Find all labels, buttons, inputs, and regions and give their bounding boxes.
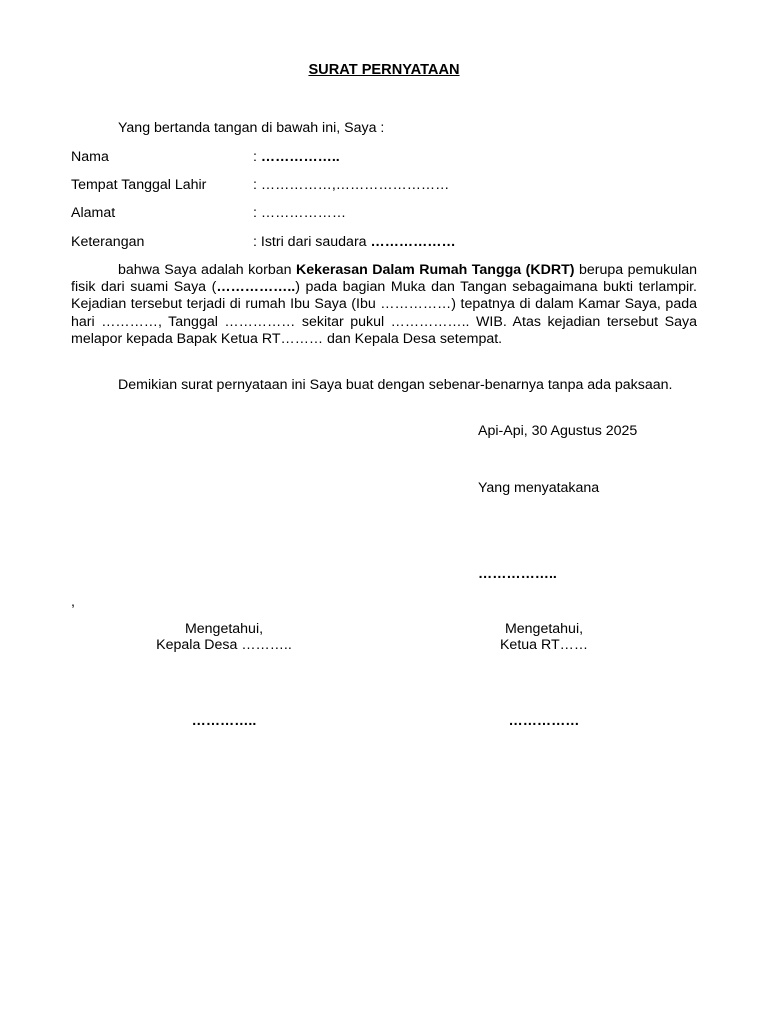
body-text-bold-kdrt: Kekerasan Dalam Rumah Tangga (KDRT) bbox=[295, 262, 575, 278]
field-label: Nama bbox=[71, 149, 109, 165]
field-colon: : bbox=[253, 177, 261, 193]
body-text: berupa pemukulan fisik dari suami Saya ( bbox=[71, 262, 697, 296]
document-title: SURAT PERNYATAAN bbox=[308, 62, 460, 78]
body-paragraph-statement bbox=[71, 262, 697, 348]
field-value-text: ……………… bbox=[260, 205, 347, 221]
stray-mark: , bbox=[71, 594, 75, 610]
body-text: bahwa Saya adalah korban bbox=[118, 262, 296, 278]
field-keterangan bbox=[71, 234, 711, 254]
field-tempat-tanggal-lahir bbox=[71, 177, 711, 197]
field-nama bbox=[71, 149, 711, 169]
witness-right-line2: Ketua RT…… bbox=[499, 637, 589, 653]
witness-right bbox=[444, 621, 644, 653]
field-value bbox=[253, 205, 346, 221]
witness-left-line2: Kepala Desa ……….. bbox=[156, 637, 292, 653]
signer-label: Yang menyatakana bbox=[478, 480, 600, 496]
field-value bbox=[253, 234, 456, 250]
place-date: Api-Api, 30 Agustus 2025 bbox=[478, 423, 638, 439]
witness-right-line1: Mengetahui, bbox=[504, 621, 584, 637]
intro-text: Yang bertanda tangan di bawah ini, Saya : bbox=[118, 120, 385, 136]
field-colon: : bbox=[253, 205, 261, 221]
body-paragraph-closing: Demikian surat pernyataan ini Saya buat dengan sebenar-benarnya tanpa ada paksaan. bbox=[118, 377, 673, 393]
witness-left bbox=[124, 621, 324, 653]
field-value-prefix: Istri dari saudara bbox=[260, 234, 371, 250]
body-text: ) pada bagian Muka dan Tangan sebagaimana bukti terlampir. Kejadian tersebut terjadi di rumah Ibu Saya (Ibu ……………) tepatnya di dalam Kamar Saya, pada hari …………, Tanggal …………… sekitar pukul …………….. WIB. Atas kejadian tersebut Saya melapor kepada Bapak Ketua RT……… dan Kepala Desa setempat. bbox=[71, 279, 697, 347]
witness-left-name: ………….. bbox=[191, 713, 257, 729]
signer-name: …………….. bbox=[478, 566, 557, 582]
field-value bbox=[253, 149, 340, 165]
field-colon: : bbox=[253, 234, 261, 250]
body-text-bold-dots: …………….. bbox=[216, 279, 296, 296]
field-value bbox=[253, 177, 449, 193]
field-label: Alamat bbox=[71, 205, 116, 221]
witness-left-line1: Mengetahui, bbox=[184, 621, 264, 637]
field-value-text: ……………… bbox=[370, 234, 456, 250]
field-alamat bbox=[71, 205, 711, 225]
witness-right-name: …………… bbox=[508, 713, 580, 729]
field-colon: : bbox=[253, 149, 261, 165]
field-label: Keterangan bbox=[71, 234, 145, 250]
field-label: Tempat Tanggal Lahir bbox=[71, 177, 207, 193]
field-value-text: …………….. bbox=[260, 149, 340, 165]
field-value-text: ……………,…………………… bbox=[260, 177, 450, 193]
